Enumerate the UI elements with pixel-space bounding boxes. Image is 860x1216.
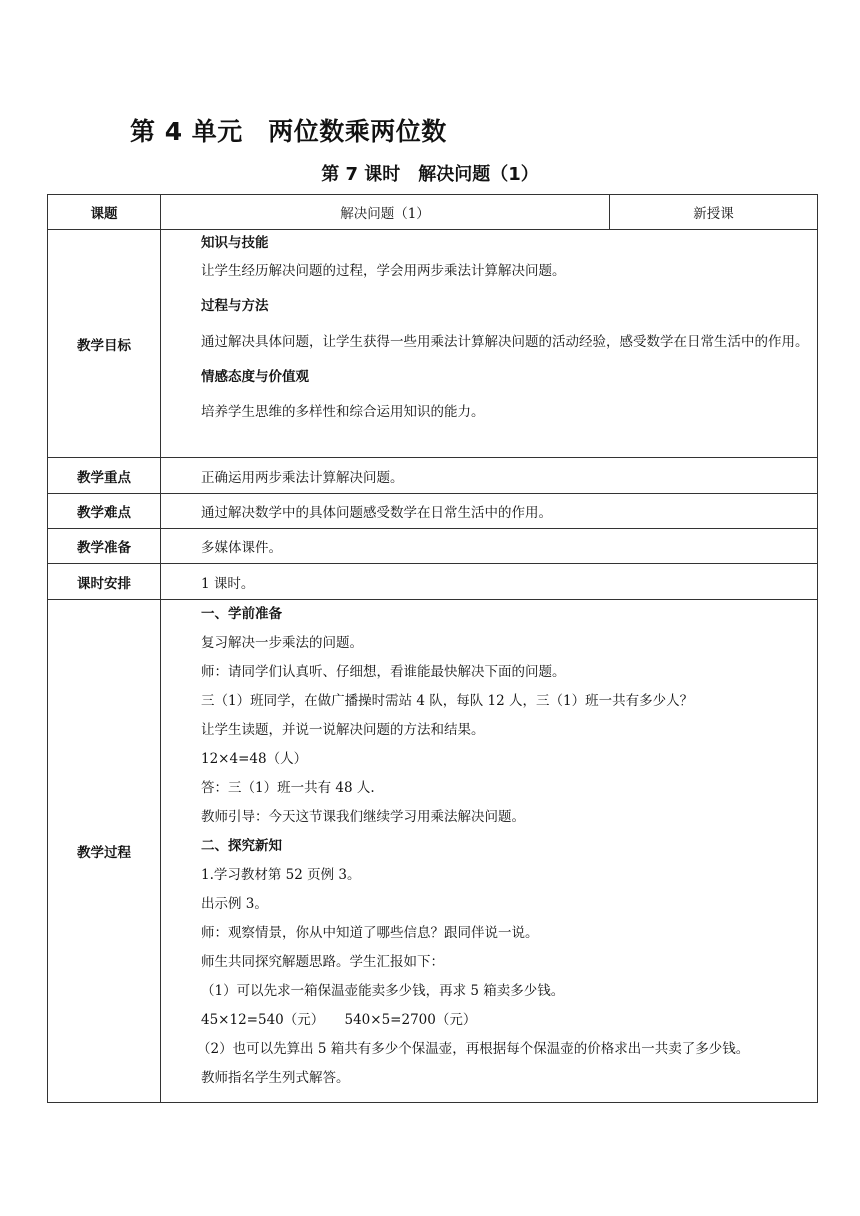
process-label: 教学过程 (48, 600, 161, 1103)
process-line: 45×12=540（元） 540×5=2700（元） (201, 1012, 477, 1028)
preparation-row (48, 529, 818, 564)
process-line: 师生共同探究解题思路。学生汇报如下： (201, 954, 444, 970)
process-line: 师：请同学们认真听、仔细想，看谁能最快解决下面的问题。 (201, 664, 566, 680)
topic-value: 解决问题（1） (161, 195, 610, 230)
process-line: （2）也可以先算出 5 箱共有多少个保温壶，再根据每个保温壶的价格求出一共卖了多少钱。 (197, 1041, 750, 1057)
objective-heading-attitude: 情感态度与价值观 (201, 369, 309, 385)
schedule-row (48, 564, 818, 600)
process-heading-explore: 二、探究新知 (201, 838, 282, 854)
objectives-row (48, 230, 818, 458)
lesson-type: 新授课 (610, 195, 818, 230)
preparation-label: 教学准备 (48, 529, 161, 564)
preparation-text: 多媒体课件。 (161, 529, 818, 564)
schedule-label: 课时安排 (48, 564, 161, 600)
key-point-label: 教学重点 (48, 458, 161, 494)
process-line: 复习解决一步乘法的问题。 (201, 635, 363, 651)
process-heading-preparation: 一、学前准备 (201, 606, 282, 622)
objectives-content (161, 230, 818, 458)
process-line: 1.学习教材第 52 页例 3。 (201, 867, 361, 883)
objective-text-process: 通过解决具体问题，让学生获得一些用乘法计算解决问题的活动经验，感受数学在日常生活中的作用。 (201, 334, 809, 350)
process-line: 教师指名学生列式解答。 (201, 1070, 350, 1086)
difficulty-row (48, 494, 818, 529)
lesson-title: 第 7 课时 解决问题（1） (321, 164, 539, 185)
process-line: 答：三（1）班一共有 48 人. (201, 780, 375, 796)
process-content (161, 600, 818, 1103)
schedule-text: 1 课时。 (161, 564, 818, 600)
difficulty-label: 教学难点 (48, 494, 161, 529)
process-line: 教师引导：今天这节课我们继续学习用乘法解决问题。 (201, 809, 525, 825)
process-line: 出示例 3。 (201, 896, 268, 912)
unit-title: 第 4 单元 两位数乘两位数 (130, 117, 447, 146)
process-line: 12×4=48（人） (201, 751, 308, 767)
objectives-label: 教学目标 (48, 230, 161, 458)
process-line: 师：观察情景，你从中知道了哪些信息？跟同伴说一说。 (201, 925, 539, 941)
key-point-row (48, 458, 818, 494)
objective-text-knowledge: 让学生经历解决问题的过程，学会用两步乘法计算解决问题。 (201, 263, 566, 279)
difficulty-text: 通过解决数学中的具体问题感受数学在日常生活中的作用。 (161, 494, 818, 529)
lesson-plan-table (47, 194, 818, 1103)
process-line: 三（1）班同学，在做广播操时需站 4 队，每队 12 人，三（1）班一共有多少人？ (201, 693, 694, 709)
process-row (48, 600, 818, 1103)
objective-heading-process: 过程与方法 (201, 298, 269, 314)
objective-text-attitude: 培养学生思维的多样性和综合运用知识的能力。 (201, 404, 485, 420)
topic-label: 课题 (48, 195, 161, 230)
process-line: （1）可以先求一箱保温壶能卖多少钱，再求 5 箱卖多少钱。 (201, 983, 565, 999)
header-row (48, 195, 818, 230)
process-line: 让学生读题，并说一说解决问题的方法和结果。 (201, 722, 485, 738)
objective-heading-knowledge: 知识与技能 (201, 235, 269, 251)
key-point-text: 正确运用两步乘法计算解决问题。 (161, 458, 818, 494)
